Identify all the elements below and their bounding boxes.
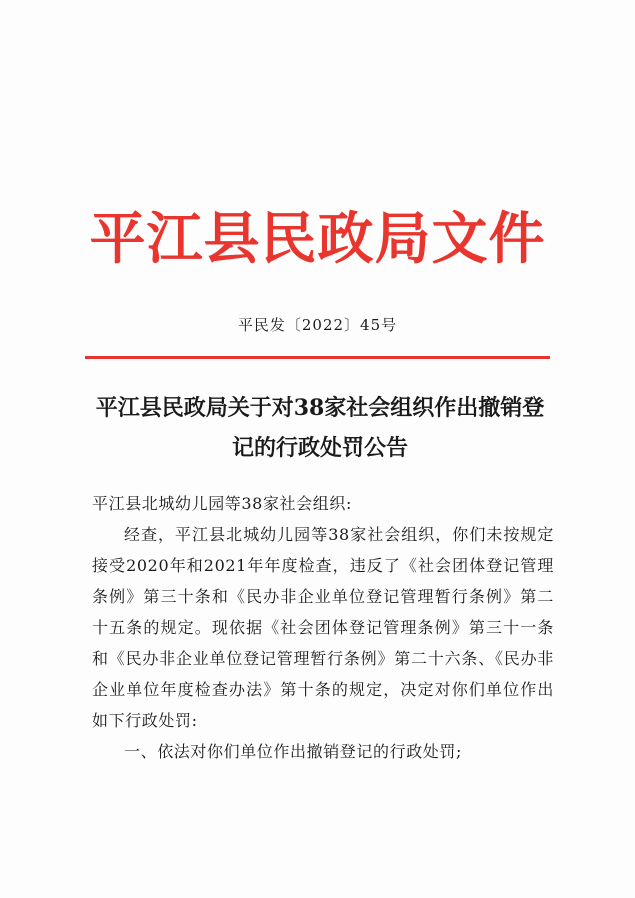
document-number: 平民发〔2022〕45号: [237, 316, 398, 334]
notice-title: 平江县民政局关于对38家社会组织作出撤销登记的行政处罚公告: [95, 395, 545, 461]
salutation: 平江县北城幼儿园等38家社会组织:: [92, 494, 352, 513]
document-body: [92, 488, 554, 767]
red-separator-line: [85, 356, 550, 359]
issuing-authority-header: 平江县民政局文件: [89, 206, 546, 272]
body-paragraph: 经查，平江县北城幼儿园等38家社会组织，你们未按规定接受2020年和2021年年度检查，违反了《社会团体登记管理条例》第三十条和《民办非企业单位登记管理暂行条例》第二十五条的规定。现依据《社会团体登记管理条例》第三十一条和《民办非企业单位登记管理暂行条例》第二十六条、《民办非企业单位年度检查办法》第十条的规定，决定对你们单位作出如下行政处罚:: [92, 525, 554, 730]
penalty-item: 一、依法对你们单位作出撤销登记的行政处罚;: [124, 742, 462, 761]
